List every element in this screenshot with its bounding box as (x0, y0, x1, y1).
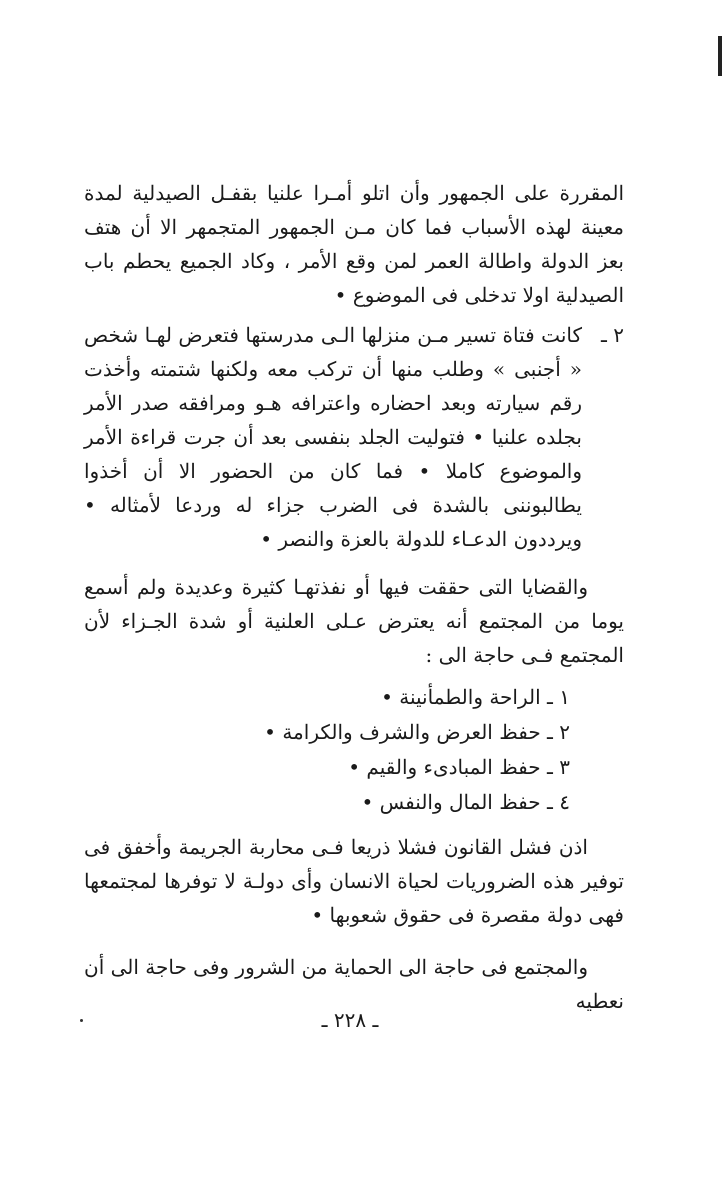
item-2-number: ٢ ـ (601, 323, 624, 347)
paragraph-5: والمجتمع فى حاجة الى الحماية من الشرور وفى حاجة الى أن نعطيه (84, 955, 624, 1013)
paragraph-4 (84, 830, 624, 932)
stray-dot (80, 1019, 83, 1022)
page-number: ـ ٢٢٨ ـ (321, 1008, 379, 1032)
item-2-text: كانت فتاة تسير مـن منزلها الـى مدرستها فتعرض لهـا شخص « أجنبى » وطلب منها أن تركب معه ولكنها شتمته وأخذت رقم سيارته وبعد احضاره واعترافه هـو ومرافقه صدر الأمر بجلده علنيا • فتوليت الجلد بنفسى بعد أن جرت قراءة الأمر والموضوع كاملا • فما كان من الحضور الا أن أخذوا يطالبوننى بالشدة فى الضرب جزاء له وردعا لأمثاله • ويرددون الدعـاء للدولة بالعزة والنصر • (84, 323, 582, 551)
needs-list (200, 680, 570, 820)
page-edge-mark (718, 36, 722, 76)
paragraph-4-text: اذن فشل القانون فشلا ذريعا فـى محاربة الجريمة وأخفق فى توفير هذه الضروريات لحياة الانسان وأى دولـة لا توفرها لمجتمعها فهى دولة مقصرة فى حقوق شعوبها • (84, 835, 624, 927)
numbered-item-2 (84, 318, 624, 556)
paragraph-3 (84, 570, 624, 672)
list-item: ٤ ـ حفظ المال والنفس • (361, 790, 570, 814)
list-item: ١ ـ الراحة والطمأنينة • (381, 685, 570, 709)
paragraph-1: المقررة على الجمهور وأن اتلو أمـرا علنيا بقفـل الصيدلية لمدة معينة لهذه الأسباب فما كان مـن الجمهور المتجمهر الا أن هتف بعز الدولة واطالة العمر لمن وقع الأمر ، وكاد الجميع يحطم باب الصيدلية اولا تدخلى فى الموضوع • (84, 181, 624, 307)
list-item: ٣ ـ حفظ المبادىء والقيم • (348, 755, 570, 779)
paragraph-3-text: والقضايا التى حققت فيها أو نفذتهـا كثيرة وعديدة ولم أسمع يوما من المجتمع أنه يعترض عـلى العلنية أو شدة الجـزاء لأن المجتمع فـى حاجة الى : (84, 575, 624, 667)
list-item: ٢ ـ حفظ العرض والشرف والكرامة • (264, 720, 570, 744)
